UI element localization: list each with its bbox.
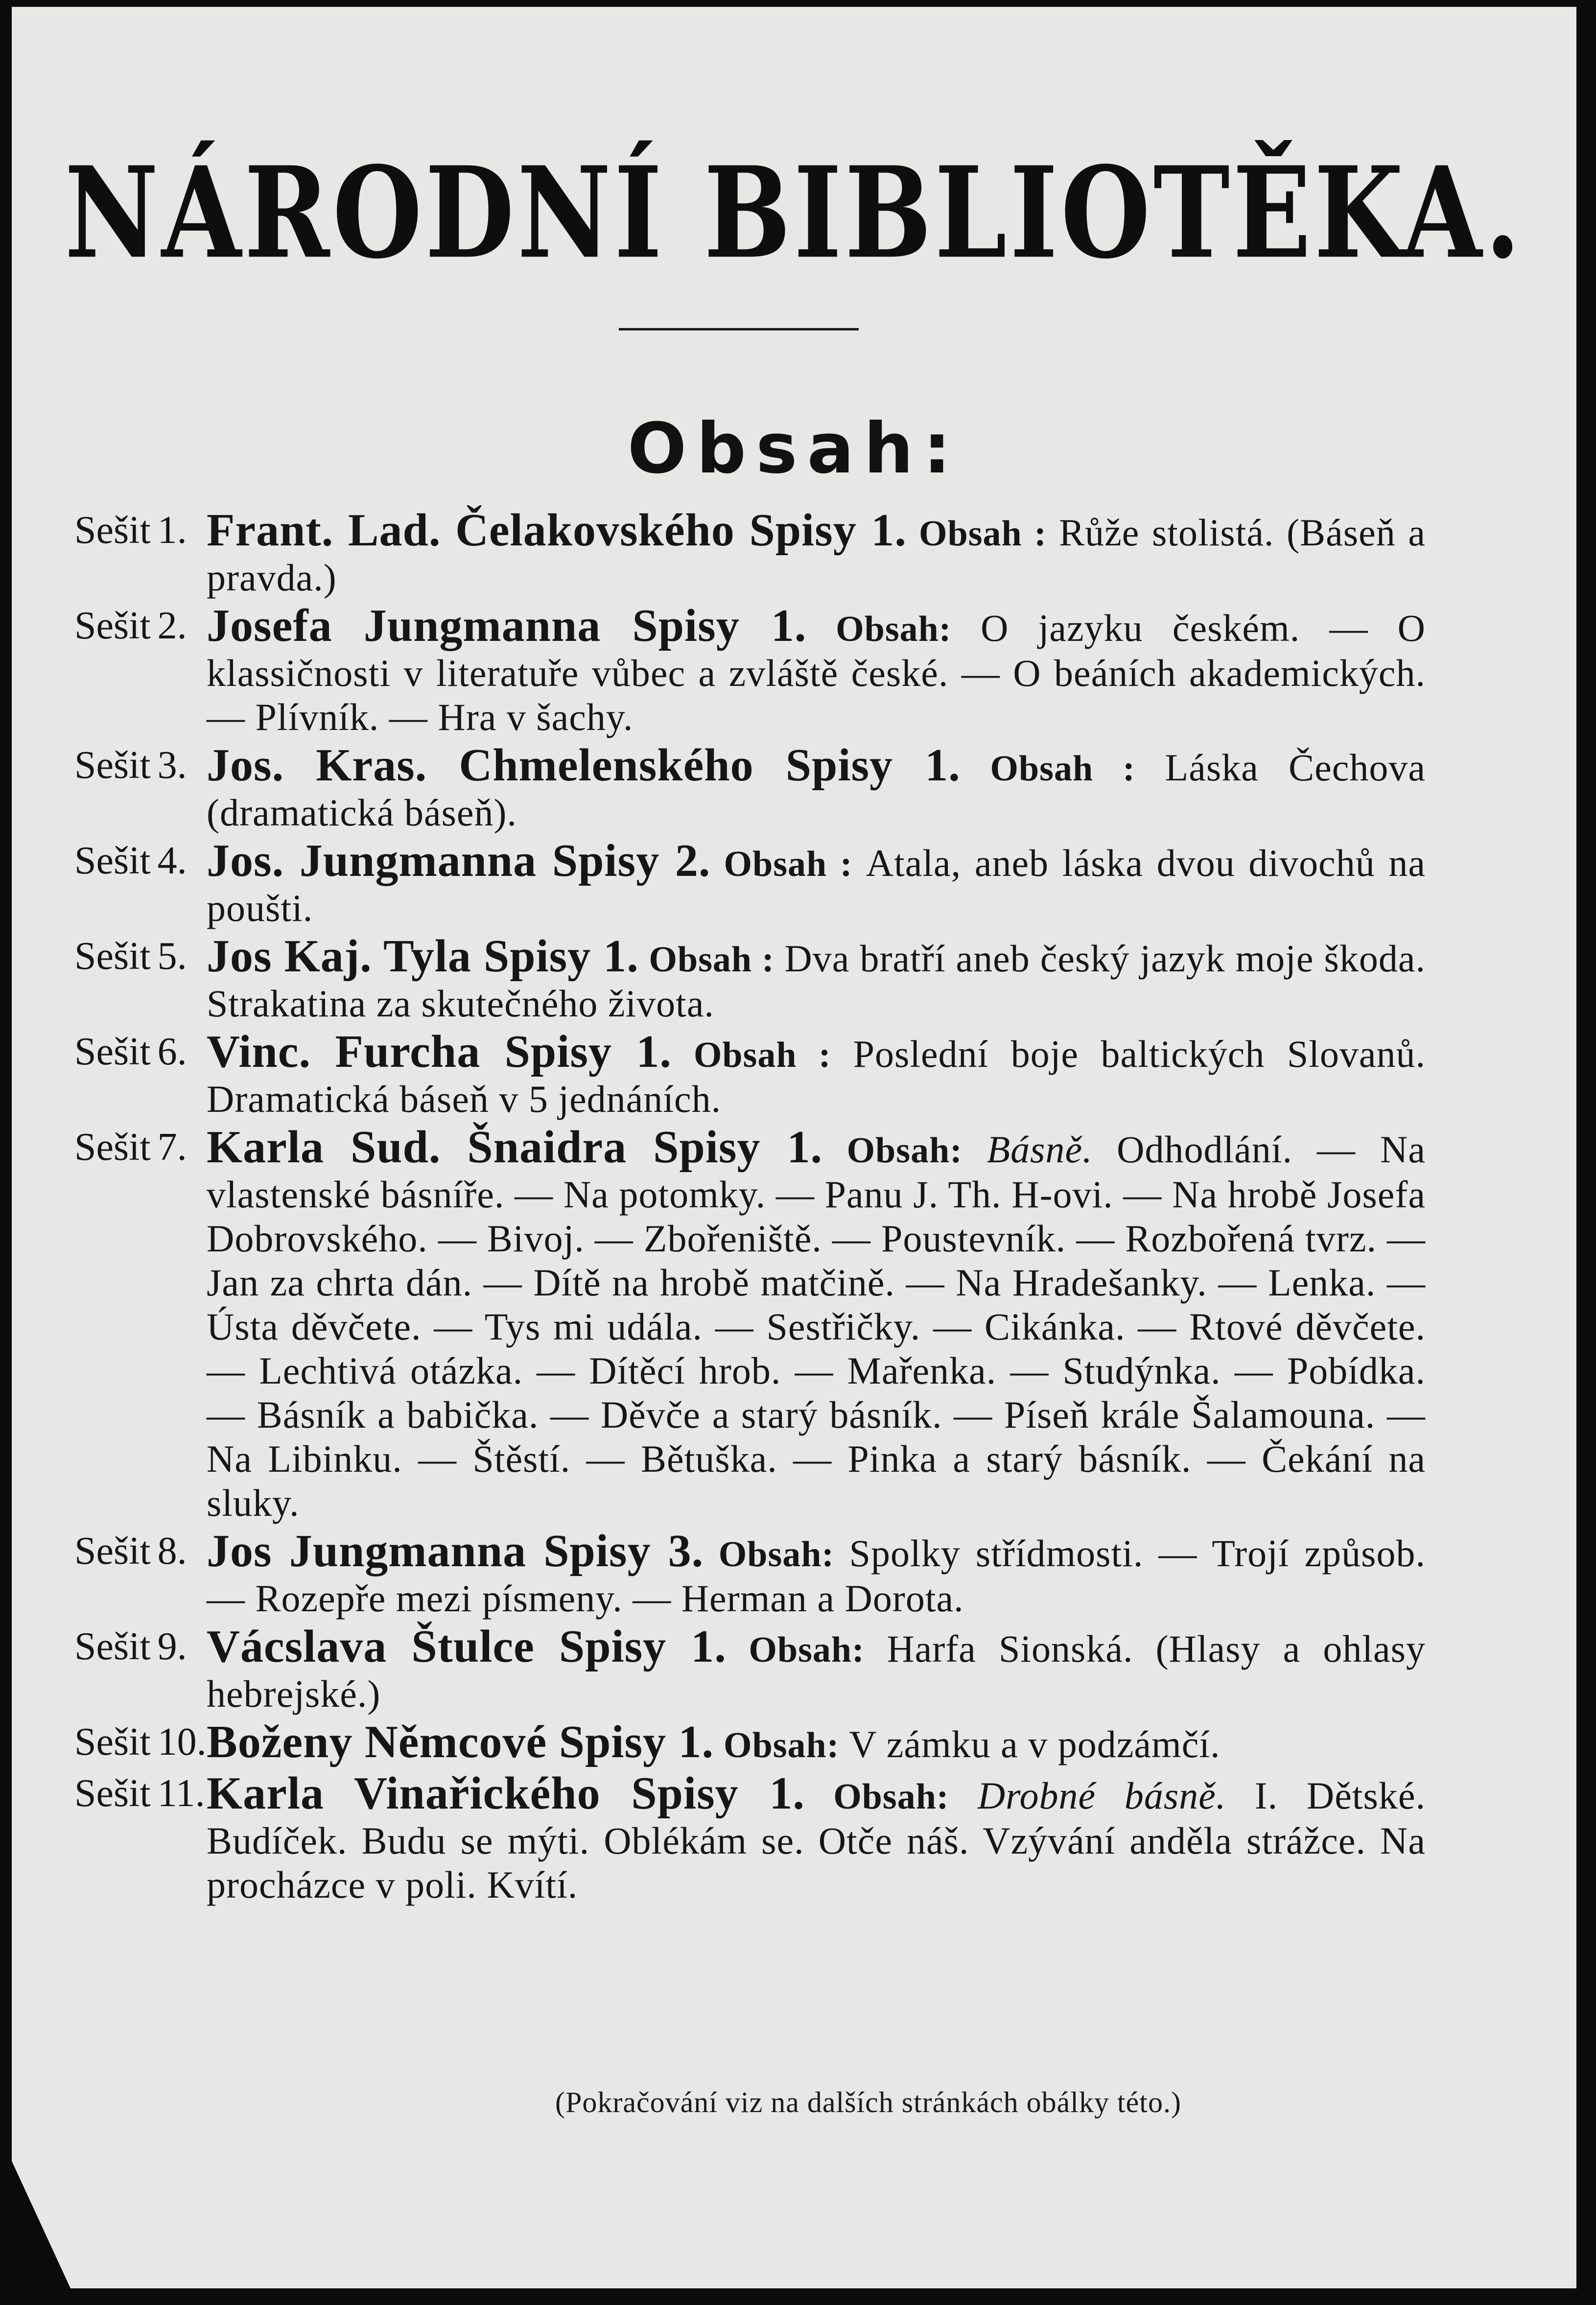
contents-entry: [74, 1717, 1426, 1767]
entry-number: 6.: [157, 1030, 187, 1073]
sesit-label: Sešit: [74, 1126, 151, 1169]
document-page: [12, 7, 1576, 2288]
sesit-label: Sešit: [74, 935, 151, 978]
entry-author: Josefa Jungmanna Spisy 1.: [207, 600, 807, 651]
entry-text: Poslední boje baltických Slovanů. Dramatická báseň v 5 jednáních.: [207, 1033, 1426, 1120]
entry-body: [207, 505, 1426, 600]
contents-entry: [74, 835, 1426, 930]
contents-entry: [74, 931, 1426, 1026]
entry-author: Jos Kaj. Tyla Spisy 1.: [207, 931, 639, 982]
entry-body: [207, 1026, 1426, 1121]
volume-number: [74, 743, 207, 835]
sesit-label: Sešit: [74, 1772, 151, 1815]
entry-author: Vinc. Furcha Spisy 1.: [207, 1026, 672, 1077]
sesit-label: Sešit: [74, 509, 151, 552]
entry-text: Dva bratří aneb český jazyk moje škoda. Strakatina za skutečného života.: [207, 937, 1426, 1025]
entry-obsah-label: Obsah:: [836, 609, 952, 649]
entry-author: Frant. Lad. Čelakovského Spisy 1.: [207, 505, 907, 556]
entry-number: 9.: [157, 1625, 187, 1668]
contents-entry: [74, 1621, 1426, 1716]
entry-number: 2.: [157, 604, 187, 647]
sesit-label: Sešit: [74, 1625, 151, 1668]
entry-author: Jos Jungmanna Spisy 3.: [207, 1526, 704, 1576]
entry-obsah-label: Obsah :: [649, 940, 775, 980]
entry-body: [207, 931, 1426, 1026]
entry-number: 7.: [157, 1126, 187, 1169]
entry-text: Harfa Sionská. (Hlasy a ohlasy hebrejské.): [207, 1627, 1426, 1715]
volume-number: [74, 1720, 207, 1767]
contents-entry: [74, 1026, 1426, 1121]
entry-author: Boženy Němcové Spisy 1.: [207, 1717, 714, 1767]
volume-number: [74, 604, 207, 739]
continuation-note: (Pokračování viz na dalších stránkách obálky této.): [555, 2086, 1181, 2118]
volume-number: [74, 1771, 207, 1907]
entry-body: [207, 1768, 1426, 1907]
volume-number: [74, 1624, 207, 1716]
entry-body: [207, 1621, 1426, 1716]
sesit-label: Sešit: [74, 744, 151, 787]
entry-obsah-label: Obsah:: [749, 1630, 865, 1670]
entry-text: Spolky střídmosti. — Trojí způsob. — Rozepře mezi písmeny. — Herman a Dorota.: [207, 1532, 1426, 1620]
entry-author: Vácslava Štulce Spisy 1.: [207, 1621, 727, 1672]
entry-body: [207, 600, 1426, 739]
contents-entry: [74, 740, 1426, 835]
entry-body: [207, 1717, 1426, 1767]
entry-text: Růže stolistá. (Báseň a pravda.): [207, 511, 1426, 599]
entry-author: Jos. Jungmanna Spisy 2.: [207, 835, 711, 886]
sesit-label: Sešit: [74, 1529, 151, 1573]
volume-number: [74, 1529, 207, 1621]
entry-obsah-label: Obsah:: [846, 1130, 962, 1171]
entry-text: Odhodlání. — Na vlastenské básníře. — Na potomky. — Panu J. Th. H-ovi. — Na hrobě Josefa Dobrovského. — Bivoj. — Zbořeniště. — Poustevník. — Rozbořená tvrz. — Jan za chrta dán. — Dítě na hrobě matčině. — Na Hradešanky. — Lenka. — Ústa děvčete. — Tys mi udála. — Sestřičky. — Cikánka. — Rtové děvčete. — Lechtivá otázka. — Dítěcí hrob. — Mařenka. — Studýnka. — Pobídka. — Básník a babička. — Děvče a starý básník. — Píseň krále Šalamouna. — Na Libinku. — Štěstí. — Bětuška. — Pinka a starý básník. — Čekání na sluky.: [207, 1128, 1426, 1524]
entry-obsah-label: Obsah:: [718, 1534, 835, 1575]
entry-text: I. Dětské. Budíček. Budu se mýti. Oblékám se. Otče náš. Vzývání anděla strážce. Na procházce v poli. Kvítí.: [207, 1774, 1426, 1906]
entry-italic: Drobné básně.: [977, 1774, 1226, 1817]
volume-number: [74, 934, 207, 1026]
entry-obsah-label: Obsah :: [990, 749, 1135, 789]
entry-obsah-label: Obsah :: [693, 1035, 831, 1075]
masthead-title: NÁRODNÍ BIBLIOTĚKA.: [64, 139, 1524, 287]
contents-heading: Obsah:: [627, 408, 961, 489]
volume-number: [74, 1030, 207, 1121]
sesit-label: Sešit: [74, 1720, 151, 1764]
entry-number: 1.: [157, 509, 187, 552]
entry-body: [207, 835, 1426, 930]
entry-text: Atala, aneb láska dvou divochů na poušti.: [207, 842, 1426, 929]
entry-obsah-label: Obsah :: [919, 514, 1047, 554]
contents-entry: [74, 1122, 1426, 1525]
sesit-label: Sešit: [74, 604, 151, 647]
contents-entry: [74, 505, 1426, 600]
entry-text: Láska Čechova (dramatická báseň).: [207, 746, 1426, 834]
entry-number: 8.: [157, 1529, 187, 1573]
sesit-label: Sešit: [74, 839, 151, 882]
entry-obsah-label: Obsah:: [724, 1725, 840, 1765]
entry-body: [207, 740, 1426, 835]
volume-number: [74, 839, 207, 930]
sesit-label: Sešit: [74, 1030, 151, 1073]
entry-text: V zámku a v podzámčí.: [849, 1723, 1220, 1765]
entry-text: O jazyku českém. — O klassičnosti v literatuře vůbec a zvláště české. — O beáních akademických. — Plívník. — Hra v šachy.: [207, 607, 1426, 738]
entry-number: 3.: [157, 744, 187, 787]
contents-entry: [74, 1768, 1426, 1907]
volume-number: [74, 1125, 207, 1525]
entry-obsah-label: Obsah :: [724, 844, 853, 884]
entry-body: [207, 1526, 1426, 1621]
contents-entry: [74, 600, 1426, 739]
entry-italic: Básně.: [986, 1128, 1093, 1171]
volume-number: [74, 508, 207, 600]
title-divider: [619, 328, 859, 330]
entry-number: 4.: [157, 839, 187, 882]
entry-author: Karla Sud. Šnaidra Spisy 1.: [207, 1122, 822, 1173]
entry-number: 10.: [157, 1720, 207, 1764]
entry-body: [207, 1122, 1426, 1525]
entry-obsah-label: Obsah:: [833, 1777, 949, 1817]
entry-number: 11.: [157, 1772, 205, 1815]
entry-number: 5.: [157, 935, 187, 978]
entry-author: Jos. Kras. Chmelenského Spisy 1.: [207, 740, 961, 791]
contents-list: [74, 505, 1426, 1911]
entry-author: Karla Vinařického Spisy 1.: [207, 1768, 805, 1819]
contents-entry: [74, 1526, 1426, 1621]
